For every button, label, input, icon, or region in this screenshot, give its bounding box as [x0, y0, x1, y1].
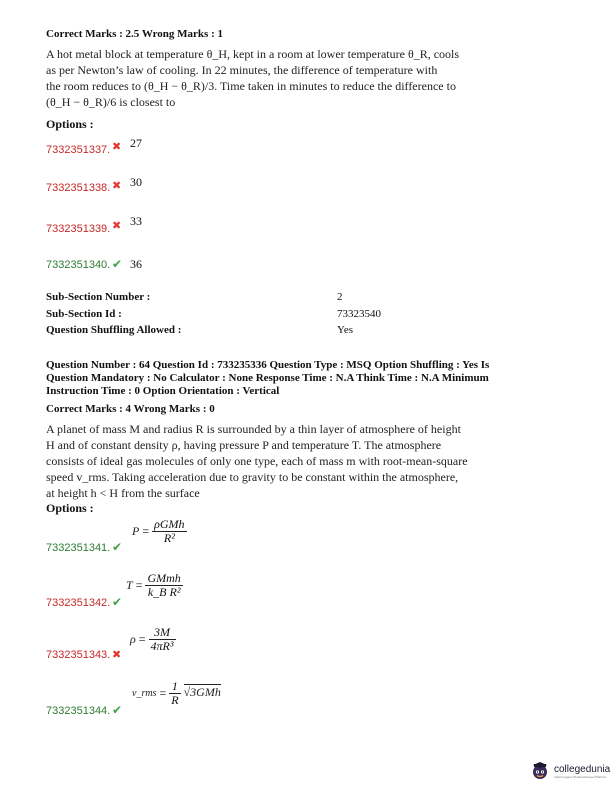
- formula-fraction: [149, 626, 176, 653]
- wrong-x-icon: ✖: [112, 219, 122, 232]
- q1-question-text: [46, 46, 459, 110]
- option-id: 7332351344.: [46, 705, 111, 717]
- option-formula: [132, 680, 221, 707]
- collegedunia-mascot-icon: [530, 761, 550, 781]
- q2-question-text: [46, 421, 468, 501]
- formula-lhs: v_rms: [132, 688, 157, 699]
- option-formula: [130, 626, 176, 653]
- option-value: 27: [130, 136, 142, 150]
- q1-text-line: (θ_H − θ_R)/6 is closest to: [46, 95, 176, 109]
- q2-text-line: H and of constant density ρ, having pressure P and temperature T. The atmosphere: [46, 438, 442, 452]
- q1-option-2[interactable]: [46, 175, 246, 200]
- q1-text-line: as per Newton’s law of cooling. In 22 minutes, the difference of temperature with: [46, 63, 438, 77]
- q2-text-line: speed v_rms. Taking acceleration due to gravity to be constant within the atmosphere,: [46, 470, 459, 484]
- formula-numerator: GMmh: [147, 571, 181, 585]
- option-id: 7332351341.: [46, 542, 111, 554]
- q1-option-1[interactable]: [46, 138, 246, 160]
- q2-marks-line: Correct Marks : 4 Wrong Marks : 0: [46, 403, 215, 415]
- correct-check-icon: ✔: [112, 257, 123, 271]
- formula-equals: =: [138, 632, 146, 646]
- formula-denominator: R²: [163, 531, 175, 545]
- q2-header-line: Instruction Time : 0 Option Orientation : Vertical: [46, 385, 280, 397]
- formula-lhs: P: [132, 524, 140, 538]
- formula-lhs: T: [126, 578, 133, 592]
- q2-option-2[interactable]: [46, 572, 306, 612]
- correct-check-icon: ✔: [112, 595, 123, 609]
- q2-header-line: Question Mandatory : No Calculator : None Response Time : N.A Think Time : N.A Minimum: [46, 372, 489, 384]
- q2-option-4[interactable]: [46, 680, 326, 720]
- q2-text-line: A planet of mass M and radius R is surrounded by a thin layer of atmosphere of height: [46, 422, 461, 436]
- q2-text-line: consists of ideal gas molecules of only one type, each of mass m with root-mean-square: [46, 454, 468, 468]
- q2-text-line: at height h < H from the surface: [46, 486, 200, 500]
- formula-denominator: 4πR³: [150, 639, 174, 653]
- option-id: 7332351342.: [46, 597, 111, 609]
- question-shuffling-value: Yes: [337, 324, 354, 336]
- wrong-x-icon: ✖: [112, 140, 122, 153]
- option-formula: [132, 518, 187, 545]
- correct-check-icon: ✔: [112, 703, 123, 717]
- formula-fraction: [145, 572, 182, 599]
- option-id: 7332351338.: [46, 182, 111, 194]
- correct-check-icon: ✔: [112, 540, 123, 554]
- option-id: 7332351337.: [46, 144, 111, 156]
- q1-option-3[interactable]: [46, 214, 246, 240]
- q1-options-label: Options :: [46, 117, 94, 131]
- q2-option-3[interactable]: [46, 624, 306, 664]
- formula-denominator: R: [171, 693, 179, 707]
- q2-header: [46, 359, 489, 398]
- formula-sqrt-term: √3GMh: [183, 684, 221, 699]
- subsection-id-label: Sub-Section Id :: [46, 308, 122, 320]
- wrong-x-icon: ✖: [112, 179, 122, 192]
- q2-header-line: Question Number : 64 Question Id : 733235336 Question Type : MSQ Option Shuffling : Yes Is: [46, 359, 490, 371]
- option-value: 30: [130, 175, 142, 189]
- subsection-id-value: 73323540: [337, 308, 381, 320]
- formula-numerator: 1: [169, 680, 180, 694]
- formula-equals: =: [142, 524, 150, 538]
- option-id: 7332351340.: [46, 259, 111, 271]
- formula-fraction: [169, 680, 180, 707]
- q2-option-1[interactable]: [46, 516, 306, 556]
- q1-option-4[interactable]: [46, 258, 246, 278]
- option-id: 7332351343.: [46, 649, 111, 661]
- wrong-x-icon: ✖: [112, 648, 122, 661]
- logo-tagline: India's largest Student Review Platform: [554, 774, 607, 779]
- option-value: 33: [130, 214, 142, 228]
- q1-marks-line: Correct Marks : 2.5 Wrong Marks : 1: [46, 28, 223, 40]
- question-shuffling-label: Question Shuffling Allowed :: [46, 324, 182, 336]
- formula-numerator: ρGMh: [154, 517, 185, 531]
- option-formula: [126, 572, 183, 599]
- option-id: 7332351339.: [46, 223, 111, 235]
- subsection-number-label: Sub-Section Number :: [46, 291, 151, 303]
- formula-fraction: [152, 518, 186, 545]
- subsection-number-value: 2: [337, 291, 343, 303]
- q2-options-label: Options :: [46, 501, 94, 515]
- formula-equals: =: [135, 578, 143, 592]
- option-value: 36: [130, 257, 142, 271]
- formula-equals: =: [159, 686, 167, 700]
- q1-text-line: A hot metal block at temperature θ_H, kept in a room at lower temperature θ_R, cools: [46, 47, 460, 61]
- collegedunia-logo: [530, 761, 610, 781]
- formula-denominator: k_B R²: [147, 585, 181, 599]
- formula-numerator: 3M: [149, 626, 176, 640]
- formula-lhs: ρ: [130, 632, 136, 646]
- q1-text-line: the room reduces to (θ_H − θ_R)/3. Time taken in minutes to reduce the difference to: [46, 79, 456, 93]
- logo-name: collegedunia: [554, 763, 611, 775]
